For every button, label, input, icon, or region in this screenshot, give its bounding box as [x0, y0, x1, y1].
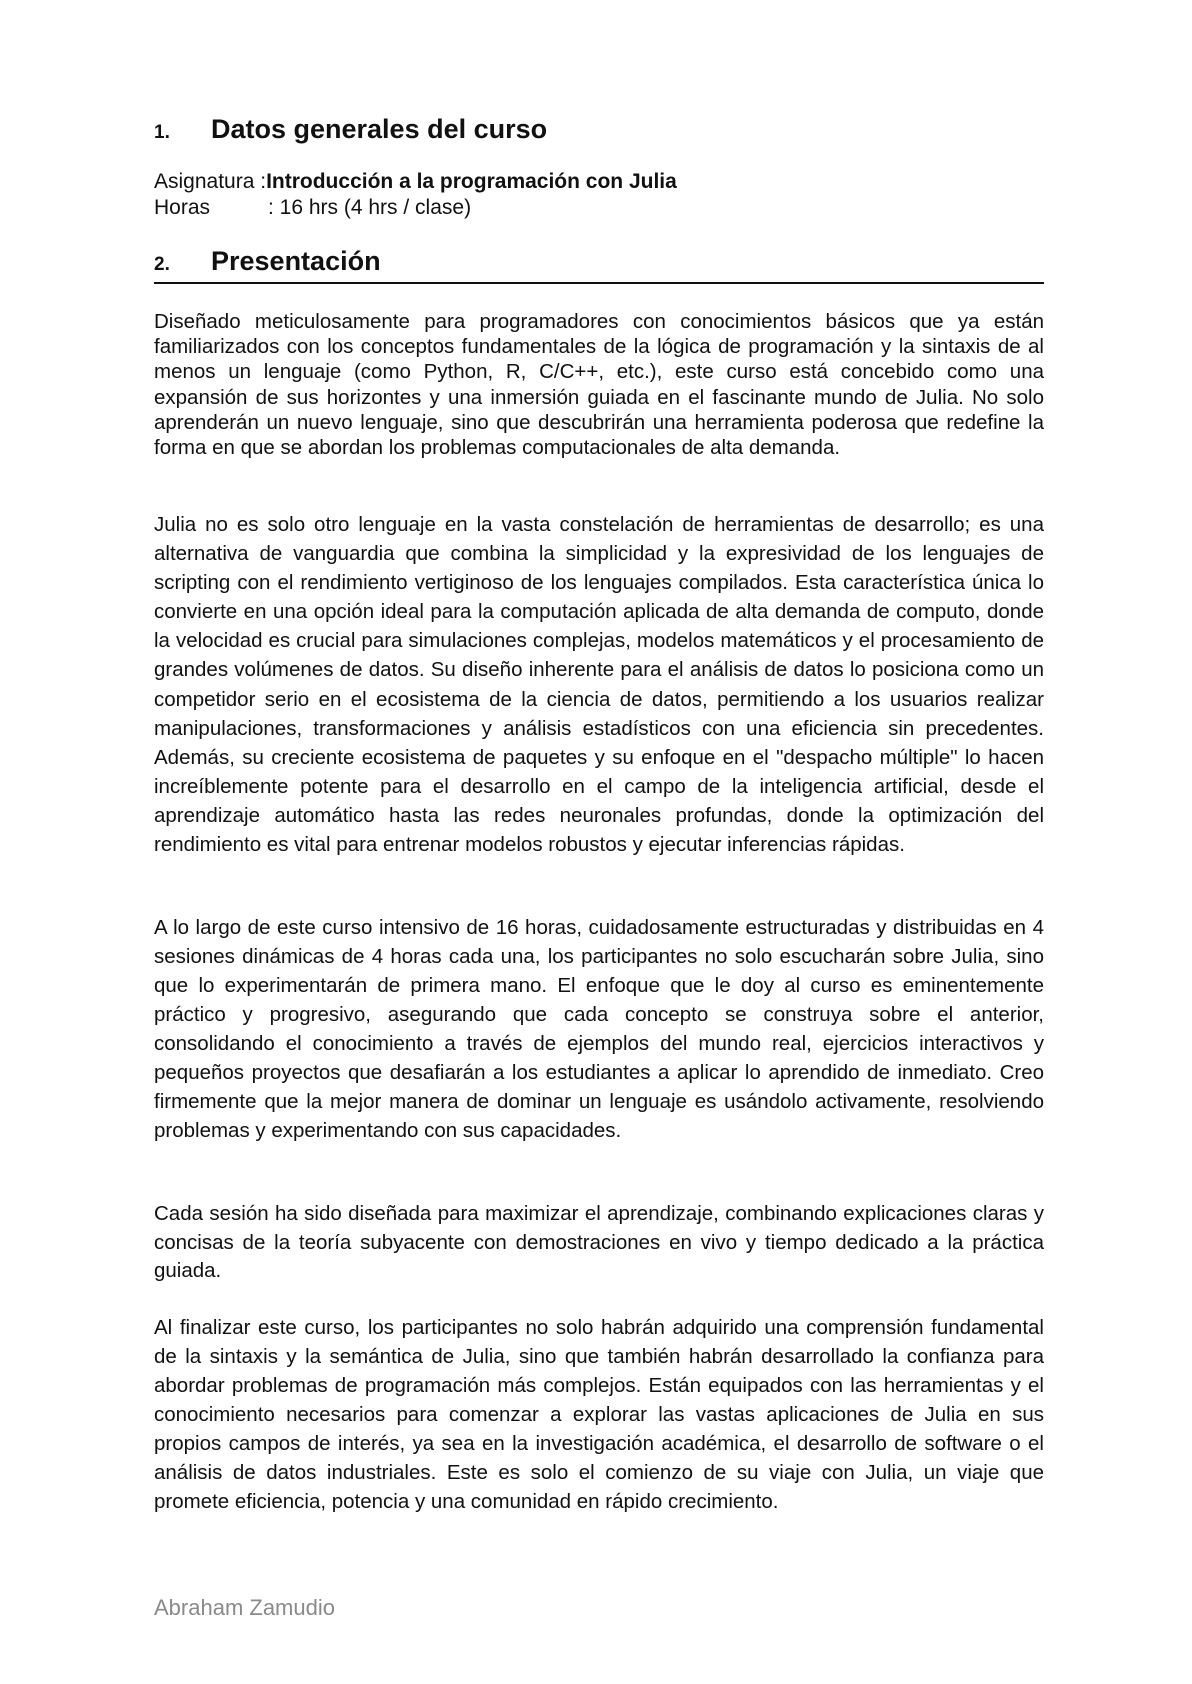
section-title: Presentación: [211, 246, 381, 276]
subject-label: Asignatura :: [154, 170, 267, 193]
section-title: Datos generales del curso: [211, 114, 548, 144]
section-number: 1.: [154, 122, 170, 143]
paragraph: Al finalizar este curso, los participantes no solo habrán adquirido una comprensión fundamental de la sintaxis y la semántica de Julia, sino que también habrán desarrollado la confianza para abordar problemas de programación más complejos. Están equipados con las herramientas y el conocimiento necesarios para comenzar a explorar las vastas aplicaciones de Julia en sus propios campos de interés, ya sea en la investigación académica, el desarrollo de software o el análisis de datos industriales. Este es solo el comienzo de su viaje con Julia, un viaje que promete eficiencia, potencia y una comunidad en rápido crecimiento.: [154, 1316, 1044, 1513]
hours-line: [154, 195, 471, 221]
section-number: 2.: [154, 254, 170, 275]
hours-label: Horas: [154, 196, 211, 219]
paragraph: A lo largo de este curso intensivo de 16 horas, cuidadosamente estructuradas y distribuidas en 4 sesiones dinámicas de 4 horas cada una, los participantes no solo escucharán sobre Julia, sino que lo experimentarán de primera mano. El enfoque que le doy al curso es eminentemente práctico y progresivo, asegurando que cada concepto se construya sobre el anterior, consolidando el conocimiento a través de ejemplos del mundo real, ejercicios interactivos y pequeños proyectos que desafiarán a los estudiantes a aplicar lo aprendido de inmediato. Creo firmemente que la mejor manera de dominar un lenguaje es usándolo activamente, resolviendo problemas y experimentando con sus capacidades.: [154, 916, 1044, 1142]
section-heading-presentation: [154, 246, 1044, 284]
subject-line: [154, 169, 677, 195]
paragraph: Julia no es solo otro lenguaje en la vasta constelación de herramientas de desarrollo; es una alternativa de vanguardia que combina la simplicidad y la expresividad de los lenguajes de scripting con el rendimiento vertiginoso de los lenguajes compilados. Esta característica única lo convierte en una opción ideal para la computación aplicada de alta demanda de computo, donde la velocidad es crucial para simulaciones complejas, modelos matemáticos y el procesamiento de grandes volúmenes de datos. Su diseño inherente para el análisis de datos lo posiciona como un competidor serio en el ecosistema de la ciencia de datos, permitiendo a los usuarios realizar manipulaciones, transformaciones y análisis estadísticos con una eficiencia sin precedentes. Además, su creciente ecosistema de paquetes y su enfoque en el "despacho múltiple" lo hacen increíblemente potente para el desarrollo en el campo de la inteligencia artificial, desde el aprendizaje automático hasta las redes neuronales profundas, donde la optimización del rendimiento es vital para entrenar modelos robustos y ejecutar inferencias rápidas.: [154, 513, 1044, 857]
subject-value: Introducción a la programación con Julia: [266, 170, 677, 193]
paragraph: Diseñado meticulosamente para programadores con conocimientos básicos que ya están familiarizados con los conceptos fundamentales de la lógica de programación y la sintaxis de al menos un lenguaje (como Python, R, C/C++, etc.), este curso está concebido como una expansión de sus horizontes y una inmersión guiada en el fascinante mundo de Julia. No solo aprenderán un nuevo lenguaje, sino que descubrirán una herramienta poderosa que redefine la forma en que se abordan los problemas computacionales de alta demanda.: [154, 310, 1044, 460]
hours-value: : 16 hrs (4 hrs / clase): [268, 196, 472, 219]
section-heading-general-data: [154, 114, 1044, 145]
document-page: [154, 0, 1044, 1684]
paragraph: Cada sesión ha sido diseñada para maximizar el aprendizaje, combinando explicaciones claras y concisas de la teoría subyacente con demostraciones en vivo y tiempo dedicado a la práctica guiada.: [154, 1202, 1044, 1283]
footer-author: Abraham Zamudio: [154, 1595, 335, 1620]
